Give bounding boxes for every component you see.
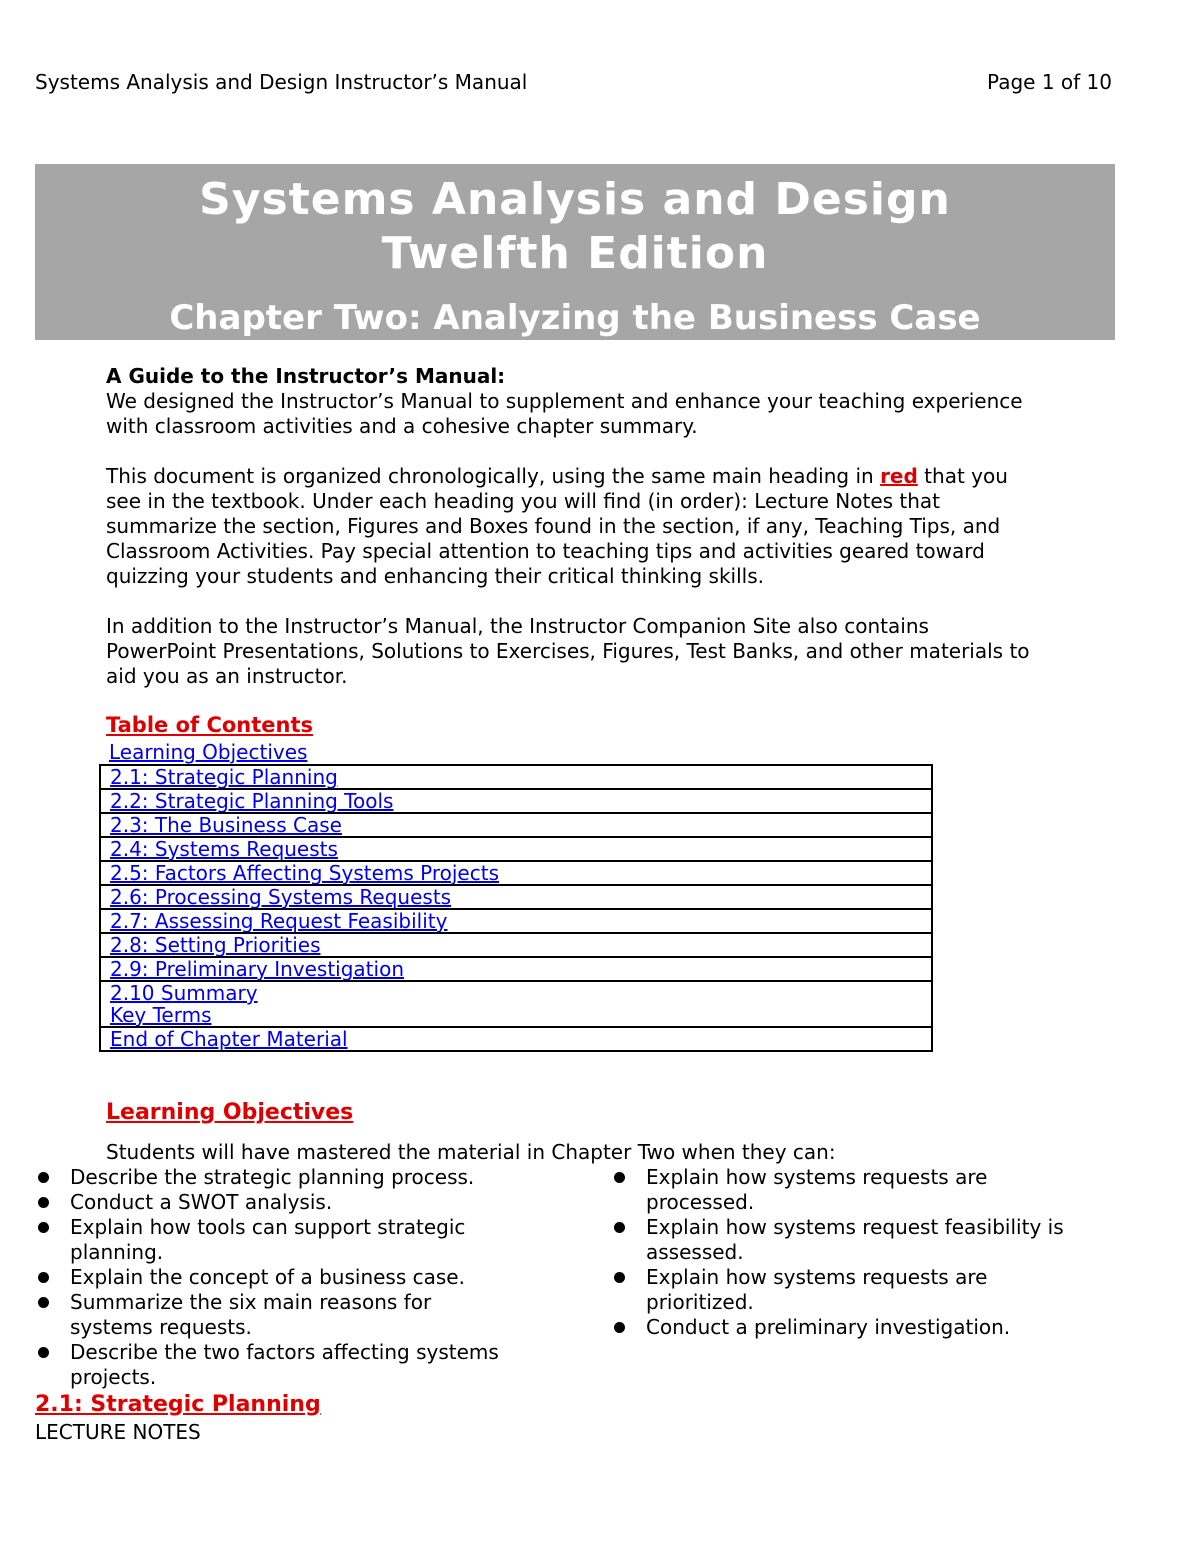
objective-text: Explain how systems request feasibility is bbox=[646, 1215, 1064, 1239]
toc-link[interactable]: 2.9: Preliminary Investigation bbox=[110, 957, 404, 981]
title-banner bbox=[35, 164, 1115, 340]
bullet-icon bbox=[614, 1322, 625, 1333]
paragraph-text: This document is organized chronologically, using the same main heading in bbox=[106, 464, 881, 488]
chapter-title: Chapter Two: Analyzing the Business Case bbox=[169, 298, 981, 338]
section-heading: 2.1: Strategic Planning bbox=[35, 1392, 321, 1417]
objective-text: Describe the strategic planning process. bbox=[70, 1165, 475, 1189]
bullet-icon bbox=[38, 1222, 49, 1233]
red-heading-word: red bbox=[880, 464, 918, 488]
toc-link-learning-objectives[interactable]: Learning Objectives bbox=[109, 740, 308, 764]
header-page-number: Page 1 of 10 bbox=[987, 70, 1112, 94]
lecture-notes-label: LECTURE NOTES bbox=[35, 1420, 201, 1444]
toc-row bbox=[100, 861, 932, 885]
companion-site-paragraph bbox=[106, 614, 1106, 689]
objective-text: projects. bbox=[70, 1365, 157, 1389]
bullet-icon bbox=[614, 1222, 625, 1233]
toc-heading: Table of Contents bbox=[106, 713, 314, 737]
objective-text: systems requests. bbox=[70, 1315, 252, 1339]
header-manual-title: Systems Analysis and Design Instructor’s Manual bbox=[35, 70, 528, 94]
objective-text: assessed. bbox=[646, 1240, 744, 1264]
objective-item bbox=[611, 1315, 1111, 1340]
bullet-icon bbox=[38, 1347, 49, 1358]
toc-link[interactable]: 2.1: Strategic Planning bbox=[110, 765, 338, 789]
objective-text: Conduct a preliminary investigation. bbox=[646, 1315, 1011, 1339]
toc-link[interactable]: 2.3: The Business Case bbox=[110, 813, 342, 837]
paragraph-line: aid you as an instructor. bbox=[106, 664, 348, 688]
objective-item bbox=[35, 1265, 555, 1290]
paragraph-line: PowerPoint Presentations, Solutions to Exercises, Figures, Test Banks, and other materials to bbox=[106, 639, 1030, 663]
guide-line: with classroom activities and a cohesive chapter summary. bbox=[106, 414, 698, 438]
toc-row bbox=[100, 837, 932, 861]
toc-table bbox=[99, 764, 933, 1052]
objective-item bbox=[611, 1165, 1111, 1215]
toc-link[interactable]: 2.2: Strategic Planning Tools bbox=[110, 789, 394, 813]
objective-item bbox=[611, 1215, 1111, 1265]
toc-row bbox=[100, 885, 932, 909]
objective-text: Summarize the six main reasons for bbox=[70, 1290, 432, 1314]
book-title: Systems Analysis and Design bbox=[199, 174, 951, 225]
paragraph-line: quizzing your students and enhancing their critical thinking skills. bbox=[106, 564, 764, 588]
objective-item bbox=[35, 1190, 555, 1215]
toc-row bbox=[100, 813, 932, 837]
objective-item bbox=[35, 1340, 555, 1390]
objective-item bbox=[35, 1290, 555, 1340]
toc-row bbox=[100, 933, 932, 957]
toc-link[interactable]: 2.7: Assessing Request Feasibility bbox=[110, 909, 448, 933]
guide-line: We designed the Instructor’s Manual to supplement and enhance your teaching experience bbox=[106, 389, 1023, 413]
objectives-list-right bbox=[611, 1165, 1111, 1340]
objectives-list-left bbox=[35, 1165, 555, 1390]
paragraph-line bbox=[106, 464, 1106, 489]
book-edition: Twelfth Edition bbox=[381, 228, 769, 279]
guide-section bbox=[106, 364, 1106, 439]
bullet-icon bbox=[38, 1172, 49, 1183]
toc-link-key-terms[interactable]: Key Terms bbox=[110, 1003, 212, 1027]
objective-text: Explain how tools can support strategic bbox=[70, 1215, 466, 1239]
bullet-icon bbox=[614, 1172, 625, 1183]
bullet-icon bbox=[38, 1297, 49, 1308]
guide-heading: A Guide to the Instructor’s Manual: bbox=[106, 364, 506, 388]
objective-item bbox=[35, 1165, 555, 1190]
paragraph-line: Classroom Activities. Pay special attention to teaching tips and activities geared toward bbox=[106, 539, 985, 563]
objective-text: Explain the concept of a business case. bbox=[70, 1265, 465, 1289]
toc-row bbox=[100, 765, 932, 789]
objective-item bbox=[35, 1215, 555, 1265]
objective-text: Explain how systems requests are bbox=[646, 1265, 988, 1289]
toc-link[interactable]: 2.6: Processing Systems Requests bbox=[110, 885, 452, 909]
objective-item bbox=[611, 1265, 1111, 1315]
objective-text: prioritized. bbox=[646, 1290, 754, 1314]
objective-text: Describe the two factors affecting systems bbox=[70, 1340, 499, 1364]
toc-link[interactable]: 2.4: Systems Requests bbox=[110, 837, 338, 861]
paragraph-line: In addition to the Instructor’s Manual, the Instructor Companion Site also contains bbox=[106, 614, 929, 638]
objective-text: Conduct a SWOT analysis. bbox=[70, 1190, 333, 1214]
objective-text: planning. bbox=[70, 1240, 164, 1264]
paragraph-text: that you bbox=[917, 464, 1008, 488]
objective-text: Explain how systems requests are bbox=[646, 1165, 988, 1189]
bullet-icon bbox=[38, 1197, 49, 1208]
page-header bbox=[35, 70, 1112, 98]
toc-link[interactable]: 2.8: Setting Priorities bbox=[110, 933, 321, 957]
toc-link-summary[interactable]: 2.10 Summary bbox=[110, 981, 258, 1005]
toc-row bbox=[100, 909, 932, 933]
objective-text: processed. bbox=[646, 1190, 755, 1214]
bullet-icon bbox=[38, 1272, 49, 1283]
toc-row bbox=[100, 981, 932, 1027]
toc-row bbox=[100, 1027, 932, 1051]
toc-link-end-of-chapter[interactable]: End of Chapter Material bbox=[110, 1027, 348, 1051]
toc-row bbox=[100, 789, 932, 813]
learning-objectives-heading: Learning Objectives bbox=[106, 1100, 354, 1125]
learning-objectives-intro: Students will have mastered the material in Chapter Two when they can: bbox=[106, 1140, 836, 1164]
organization-paragraph bbox=[106, 464, 1106, 589]
paragraph-line: see in the textbook. Under each heading you will find (in order): Lecture Notes that bbox=[106, 489, 941, 513]
bullet-icon bbox=[614, 1272, 625, 1283]
toc-link[interactable]: 2.5: Factors Affecting Systems Projects bbox=[110, 861, 499, 885]
toc-row bbox=[100, 957, 932, 981]
paragraph-line: summarize the section, Figures and Boxes found in the section, if any, Teaching Tips, and bbox=[106, 514, 1001, 538]
